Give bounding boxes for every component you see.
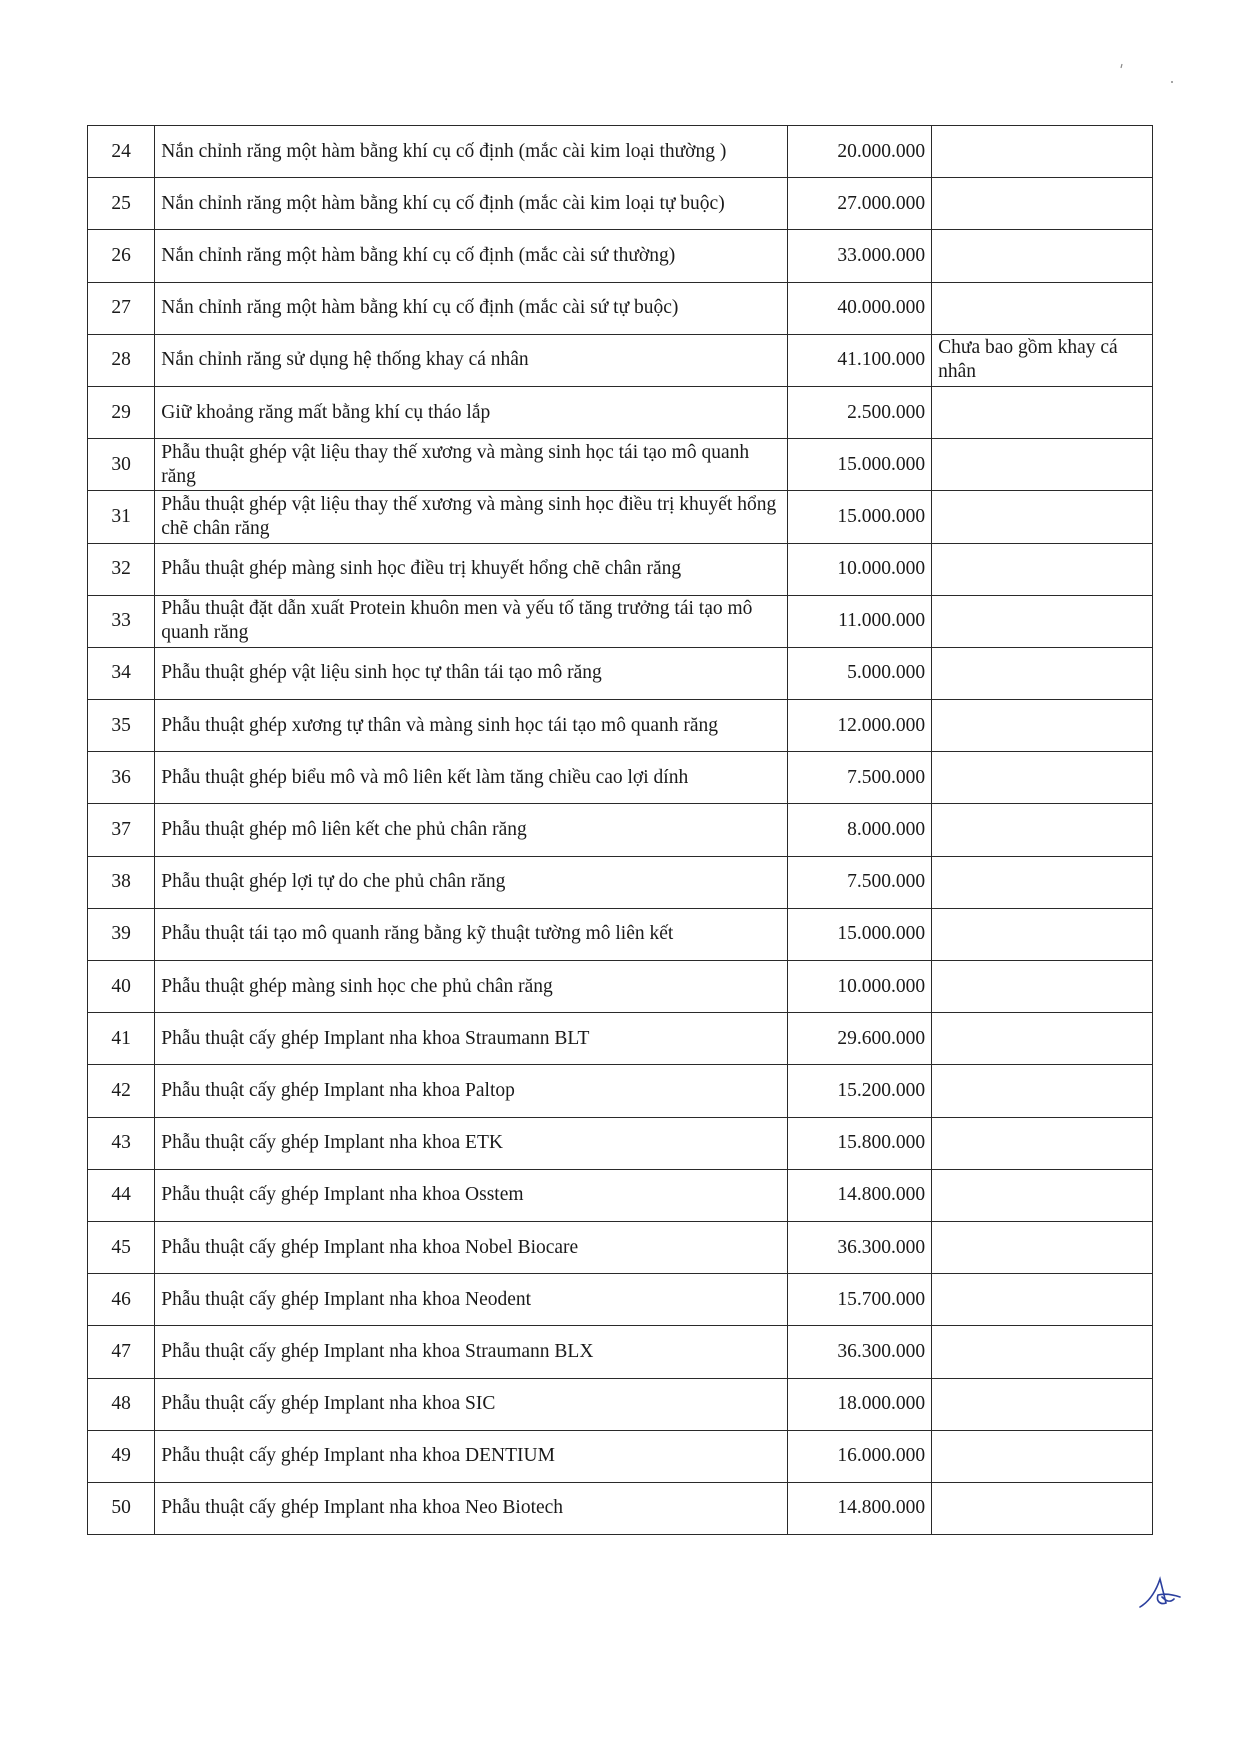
- row-number-cell: 25: [88, 178, 155, 230]
- table-row: [88, 1221, 1153, 1273]
- row-number-cell: 34: [88, 647, 155, 699]
- price-cell: 14.800.000: [787, 1482, 932, 1534]
- row-number-cell: 44: [88, 1169, 155, 1221]
- price-cell: 33.000.000: [787, 230, 932, 282]
- table-row: [88, 1169, 1153, 1221]
- note-cell: [932, 961, 1153, 1013]
- service-name-cell: Phẫu thuật cấy ghép Implant nha khoa Neo Biotech: [155, 1482, 787, 1534]
- service-name-cell: Phẫu thuật cấy ghép Implant nha khoa Straumann BLT: [155, 1013, 787, 1065]
- row-number-cell: 24: [88, 126, 155, 178]
- table-row: [88, 543, 1153, 595]
- table-row: [88, 126, 1153, 178]
- note-cell: [932, 752, 1153, 804]
- service-name-cell: Nắn chỉnh răng một hàm bằng khí cụ cố định (mắc cài sứ tự buộc): [155, 282, 787, 334]
- row-number-cell: 26: [88, 230, 155, 282]
- table-row: [88, 752, 1153, 804]
- service-name-cell: Phẫu thuật ghép biểu mô và mô liên kết làm tăng chiều cao lợi dính: [155, 752, 787, 804]
- price-cell: 41.100.000: [787, 334, 932, 386]
- service-name-cell: Phẫu thuật cấy ghép Implant nha khoa DENTIUM: [155, 1430, 787, 1482]
- table-row: [88, 334, 1153, 386]
- table-row: [88, 908, 1153, 960]
- price-cell: 10.000.000: [787, 543, 932, 595]
- table-row: [88, 961, 1153, 1013]
- table-row: [88, 804, 1153, 856]
- price-cell: 8.000.000: [787, 804, 932, 856]
- price-cell: 5.000.000: [787, 647, 932, 699]
- note-cell: [932, 386, 1153, 438]
- row-number-cell: 50: [88, 1482, 155, 1534]
- note-cell: [932, 543, 1153, 595]
- price-cell: 18.000.000: [787, 1378, 932, 1430]
- note-cell: [932, 908, 1153, 960]
- note-cell: [932, 1117, 1153, 1169]
- signature-initial-icon: [1136, 1571, 1184, 1613]
- price-table: [87, 125, 1153, 1535]
- row-number-cell: 45: [88, 1221, 155, 1273]
- note-cell: [932, 647, 1153, 699]
- table-row: [88, 282, 1153, 334]
- service-name-cell: Giữ khoảng răng mất bằng khí cụ tháo lắp: [155, 386, 787, 438]
- table-row: [88, 700, 1153, 752]
- service-name-cell: Phẫu thuật ghép mô liên kết che phủ chân răng: [155, 804, 787, 856]
- table-row: [88, 595, 1153, 647]
- price-cell: 29.600.000: [787, 1013, 932, 1065]
- note-cell: [932, 282, 1153, 334]
- price-cell: 11.000.000: [787, 595, 932, 647]
- note-cell: [932, 178, 1153, 230]
- note-cell: [932, 804, 1153, 856]
- service-name-cell: Phẫu thuật cấy ghép Implant nha khoa Paltop: [155, 1065, 787, 1117]
- table-row: [88, 178, 1153, 230]
- note-cell: [932, 1326, 1153, 1378]
- row-number-cell: 40: [88, 961, 155, 1013]
- table-row: [88, 439, 1153, 491]
- table-row: [88, 1430, 1153, 1482]
- row-number-cell: 32: [88, 543, 155, 595]
- table-row: [88, 647, 1153, 699]
- note-cell: [932, 491, 1153, 543]
- note-cell: [932, 1221, 1153, 1273]
- row-number-cell: 33: [88, 595, 155, 647]
- price-cell: 20.000.000: [787, 126, 932, 178]
- table-row: [88, 1482, 1153, 1534]
- price-cell: 7.500.000: [787, 752, 932, 804]
- price-cell: 14.800.000: [787, 1169, 932, 1221]
- service-name-cell: Nắn chỉnh răng một hàm bằng khí cụ cố định (mắc cài sứ thường): [155, 230, 787, 282]
- price-cell: 36.300.000: [787, 1326, 932, 1378]
- note-cell: [932, 1013, 1153, 1065]
- row-number-cell: 29: [88, 386, 155, 438]
- note-cell: [932, 1274, 1153, 1326]
- service-name-cell: Phẫu thuật cấy ghép Implant nha khoa Straumann BLX: [155, 1326, 787, 1378]
- price-cell: 10.000.000: [787, 961, 932, 1013]
- price-cell: 15.800.000: [787, 1117, 932, 1169]
- table-row: [88, 1326, 1153, 1378]
- row-number-cell: 36: [88, 752, 155, 804]
- service-name-cell: Nắn chỉnh răng sử dụng hệ thống khay cá nhân: [155, 334, 787, 386]
- row-number-cell: 28: [88, 334, 155, 386]
- table-row: [88, 856, 1153, 908]
- row-number-cell: 43: [88, 1117, 155, 1169]
- note-cell: [932, 595, 1153, 647]
- table-row: [88, 1378, 1153, 1430]
- service-name-cell: Phẫu thuật cấy ghép Implant nha khoa Osstem: [155, 1169, 787, 1221]
- service-name-cell: Nắn chỉnh răng một hàm bằng khí cụ cố định (mắc cài kim loại tự buộc): [155, 178, 787, 230]
- note-cell: [932, 1065, 1153, 1117]
- service-name-cell: Phẫu thuật tái tạo mô quanh răng bằng kỹ thuật tường mô liên kết: [155, 908, 787, 960]
- note-cell: [932, 1482, 1153, 1534]
- service-name-cell: Phẫu thuật cấy ghép Implant nha khoa ETK: [155, 1117, 787, 1169]
- row-number-cell: 46: [88, 1274, 155, 1326]
- price-cell: 16.000.000: [787, 1430, 932, 1482]
- table-row: [88, 1274, 1153, 1326]
- note-cell: [932, 126, 1153, 178]
- price-cell: 15.200.000: [787, 1065, 932, 1117]
- row-number-cell: 35: [88, 700, 155, 752]
- price-cell: 15.000.000: [787, 439, 932, 491]
- row-number-cell: 39: [88, 908, 155, 960]
- row-number-cell: 31: [88, 491, 155, 543]
- service-name-cell: Phẫu thuật ghép màng sinh học che phủ chân răng: [155, 961, 787, 1013]
- row-number-cell: 47: [88, 1326, 155, 1378]
- service-name-cell: Phẫu thuật ghép xương tự thân và màng sinh học tái tạo mô quanh răng: [155, 700, 787, 752]
- service-name-cell: Phẫu thuật đặt dẫn xuất Protein khuôn men và yếu tố tăng trưởng tái tạo mô quanh răng: [155, 595, 787, 647]
- note-cell: [932, 230, 1153, 282]
- service-name-cell: Phẫu thuật ghép vật liệu sinh học tự thân tái tạo mô răng: [155, 647, 787, 699]
- row-number-cell: 37: [88, 804, 155, 856]
- price-cell: 2.500.000: [787, 386, 932, 438]
- price-cell: 15.000.000: [787, 908, 932, 960]
- table-row: [88, 386, 1153, 438]
- row-number-cell: 49: [88, 1430, 155, 1482]
- row-number-cell: 48: [88, 1378, 155, 1430]
- row-number-cell: 42: [88, 1065, 155, 1117]
- table-row: [88, 491, 1153, 543]
- note-cell: [932, 1169, 1153, 1221]
- row-number-cell: 38: [88, 856, 155, 908]
- price-cell: 15.700.000: [787, 1274, 932, 1326]
- table-row: [88, 1117, 1153, 1169]
- price-cell: 15.000.000: [787, 491, 932, 543]
- row-number-cell: 27: [88, 282, 155, 334]
- table-row: [88, 1013, 1153, 1065]
- price-cell: 27.000.000: [787, 178, 932, 230]
- service-name-cell: Phẫu thuật ghép vật liệu thay thế xương và màng sinh học tái tạo mô quanh răng: [155, 439, 787, 491]
- service-name-cell: Nắn chỉnh răng một hàm bằng khí cụ cố định (mắc cài kim loại thường ): [155, 126, 787, 178]
- table-row: [88, 230, 1153, 282]
- table-row: [88, 1065, 1153, 1117]
- service-name-cell: Phẫu thuật ghép màng sinh học điều trị khuyết hổng chẽ chân răng: [155, 543, 787, 595]
- service-name-cell: Phẫu thuật cấy ghép Implant nha khoa Neodent: [155, 1274, 787, 1326]
- price-cell: 7.500.000: [787, 856, 932, 908]
- note-cell: [932, 439, 1153, 491]
- note-cell: [932, 1430, 1153, 1482]
- row-number-cell: 30: [88, 439, 155, 491]
- price-cell: 40.000.000: [787, 282, 932, 334]
- note-cell: [932, 856, 1153, 908]
- scan-speck-marks: [1118, 62, 1178, 88]
- price-cell: 36.300.000: [787, 1221, 932, 1273]
- price-table-body: [88, 126, 1153, 1535]
- row-number-cell: 41: [88, 1013, 155, 1065]
- price-cell: 12.000.000: [787, 700, 932, 752]
- service-name-cell: Phẫu thuật ghép vật liệu thay thế xương và màng sinh học điều trị khuyết hổng chẽ chân răng: [155, 491, 787, 543]
- service-name-cell: Phẫu thuật ghép lợi tự do che phủ chân răng: [155, 856, 787, 908]
- note-cell: [932, 1378, 1153, 1430]
- note-cell: [932, 700, 1153, 752]
- service-name-cell: Phẫu thuật cấy ghép Implant nha khoa SIC: [155, 1378, 787, 1430]
- note-cell: Chưa bao gồm khay cá nhân: [932, 334, 1153, 386]
- service-name-cell: Phẫu thuật cấy ghép Implant nha khoa Nobel Biocare: [155, 1221, 787, 1273]
